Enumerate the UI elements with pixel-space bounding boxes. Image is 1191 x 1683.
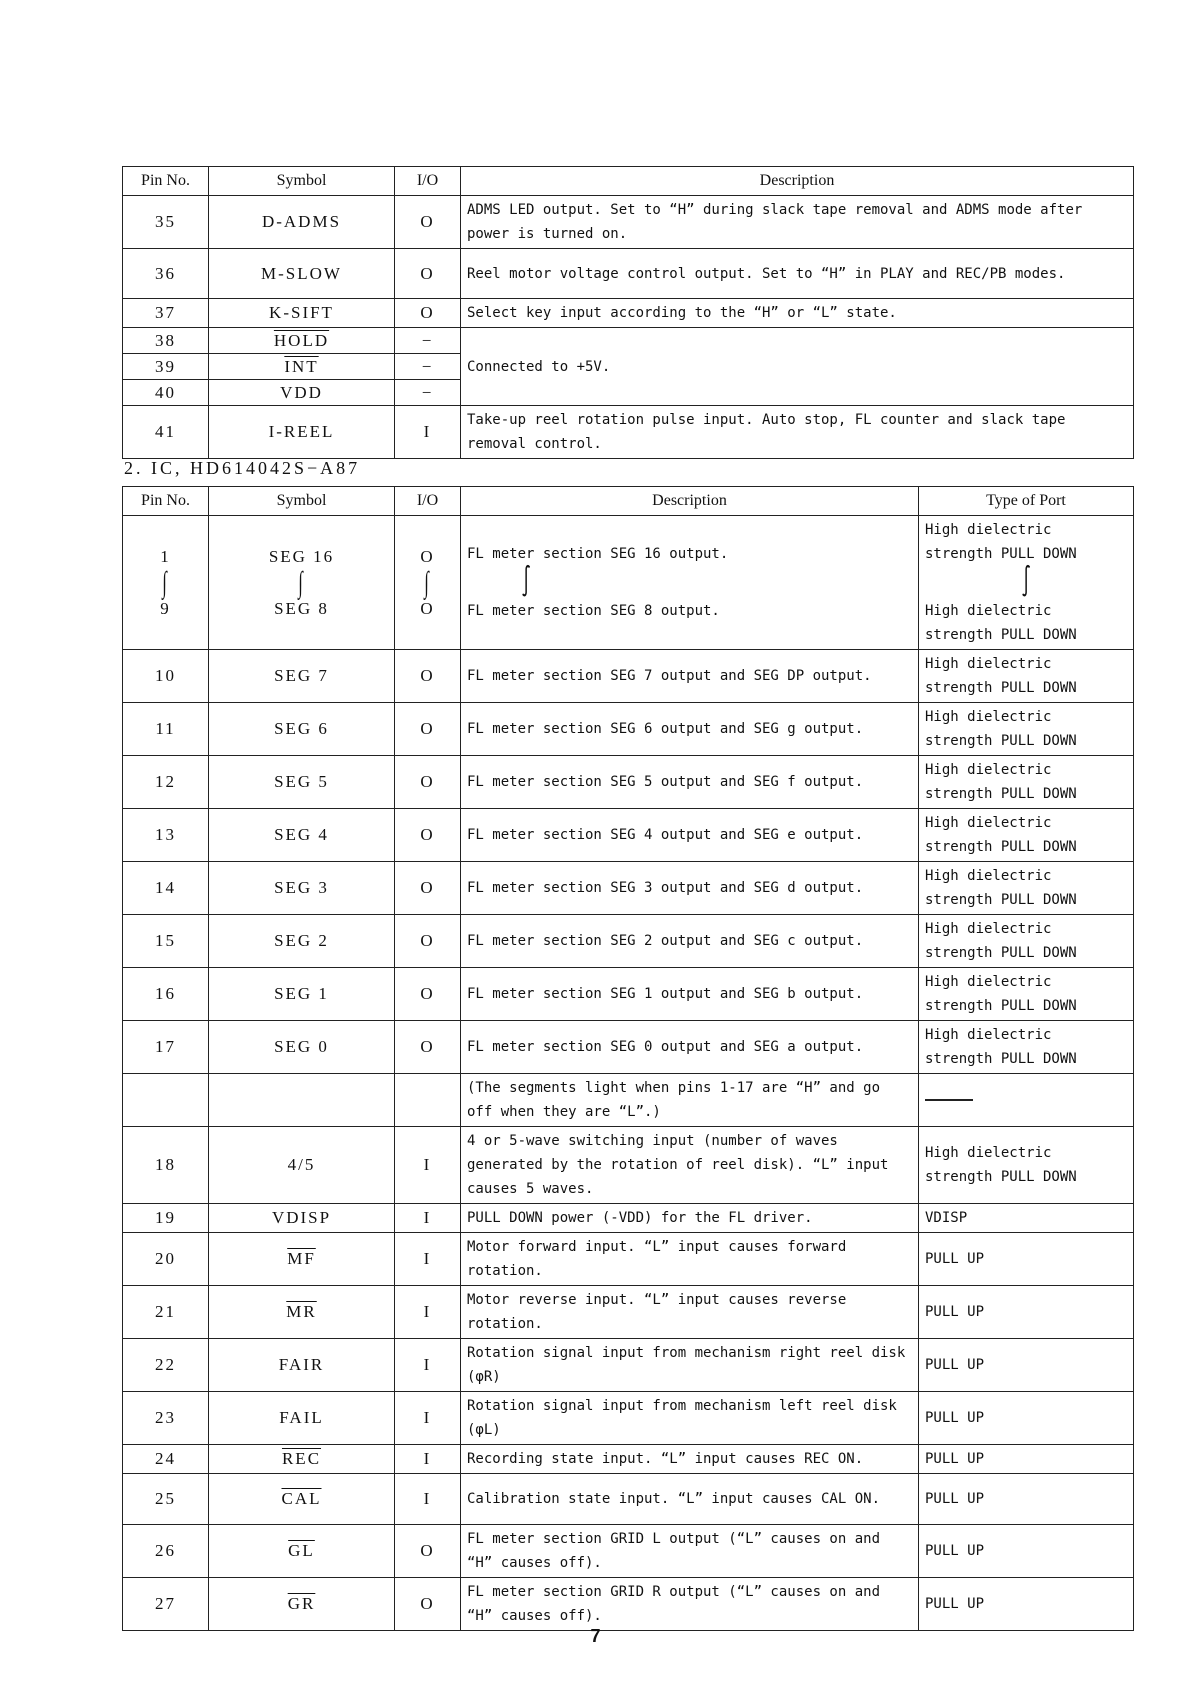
header-port-type: Type of Port bbox=[919, 487, 1134, 516]
table-row bbox=[123, 650, 1134, 703]
symbol-text: $\overline{REC}$ bbox=[281, 1449, 322, 1468]
symbol: D-ADMS bbox=[209, 196, 395, 249]
io: I bbox=[395, 1286, 461, 1339]
header-io: I/O bbox=[395, 167, 461, 196]
pin-number: 22 bbox=[123, 1339, 209, 1392]
io: O bbox=[395, 915, 461, 968]
io bbox=[395, 1074, 461, 1127]
description: FL meter section SEG 1 output and SEG b output. bbox=[461, 968, 919, 1021]
range-tilde-icon: ∫ bbox=[521, 564, 531, 599]
port-type: PULL UP bbox=[919, 1233, 1134, 1286]
table-row bbox=[123, 915, 1134, 968]
symbol: 4/5 bbox=[209, 1127, 395, 1204]
io: I bbox=[395, 1204, 461, 1233]
symbol: FAIR bbox=[209, 1339, 395, 1392]
io: O bbox=[395, 703, 461, 756]
description: FL meter section SEG 5 output and SEG f output. bbox=[461, 756, 919, 809]
pin-number: 37 bbox=[123, 299, 209, 328]
table-row bbox=[123, 1233, 1134, 1286]
pin-number: 15 bbox=[123, 915, 209, 968]
symbol: SEG 1 bbox=[209, 968, 395, 1021]
symbol-text: $\overline{INT}$ bbox=[284, 356, 319, 376]
io: I bbox=[395, 1233, 461, 1286]
io: O bbox=[420, 546, 435, 566]
io: − bbox=[395, 354, 461, 380]
io: O bbox=[395, 968, 461, 1021]
io: I bbox=[395, 1339, 461, 1392]
port-type: High dielectric strength PULL DOWN bbox=[919, 809, 1134, 862]
header-symbol: Symbol bbox=[209, 487, 395, 516]
pin-number: 17 bbox=[123, 1021, 209, 1074]
symbol: SEG 16 bbox=[268, 546, 335, 566]
pin-number: 19 bbox=[123, 1204, 209, 1233]
description: 4 or 5-wave switching input (number of waves generated by the rotation of reel disk). “L” input causes 5 waves. bbox=[461, 1127, 919, 1204]
symbol: I-REEL bbox=[209, 406, 395, 459]
port-type: PULL UP bbox=[919, 1578, 1134, 1631]
header-io: I/O bbox=[395, 487, 461, 516]
symbol: SEG 0 bbox=[209, 1021, 395, 1074]
table-row bbox=[123, 328, 1134, 354]
header-pin: Pin No. bbox=[123, 167, 209, 196]
description: Recording state input. “L” input causes REC ON. bbox=[461, 1445, 919, 1474]
symbol: SEG 2 bbox=[209, 915, 395, 968]
pin-number: 16 bbox=[123, 968, 209, 1021]
pin-number bbox=[123, 1074, 209, 1127]
table-row bbox=[123, 809, 1134, 862]
io: I bbox=[395, 1474, 461, 1525]
pin-number: 41 bbox=[123, 406, 209, 459]
io: − bbox=[395, 380, 461, 406]
port-type: PULL UP bbox=[919, 1525, 1134, 1578]
symbol-text: HOLD bbox=[273, 330, 330, 350]
pin-number: 21 bbox=[123, 1286, 209, 1339]
io: O bbox=[395, 299, 461, 328]
pin-table-2 bbox=[122, 486, 1134, 1631]
description: Select key input according to the “H” or “L” state. bbox=[461, 299, 1134, 328]
symbol bbox=[209, 1578, 395, 1631]
pin-number: 25 bbox=[123, 1474, 209, 1525]
pin-number: 10 bbox=[123, 650, 209, 703]
symbol bbox=[209, 1474, 395, 1525]
port-type: High dielectric strength PULL DOWN bbox=[919, 703, 1134, 756]
port-type: PULL UP bbox=[919, 1339, 1134, 1392]
io: I bbox=[395, 1392, 461, 1445]
port-type: VDISP bbox=[919, 1204, 1134, 1233]
symbol bbox=[209, 1233, 395, 1286]
description: Connected to +5V. bbox=[461, 328, 1134, 406]
symbol-text: $\overline{MF}$ bbox=[287, 1249, 316, 1268]
range-tilde-icon: ∫ bbox=[1021, 564, 1031, 599]
pin-number: 1 bbox=[160, 546, 171, 566]
symbol: FAIL bbox=[209, 1392, 395, 1445]
header-description: Description bbox=[461, 487, 919, 516]
table-row-note bbox=[123, 1074, 1134, 1127]
symbol bbox=[209, 328, 395, 354]
description: FL meter section SEG 7 output and SEG DP output. bbox=[461, 650, 919, 703]
pin-number: 13 bbox=[123, 809, 209, 862]
port-type: High dielectric strength PULL DOWN bbox=[919, 650, 1134, 703]
description: FL meter section SEG 8 output. bbox=[467, 603, 720, 619]
description: FL meter section GRID L output (“L” causes on and “H” causes off). bbox=[461, 1525, 919, 1578]
symbol bbox=[209, 1525, 395, 1578]
pin-number: 38 bbox=[123, 328, 209, 354]
pin-number: 18 bbox=[123, 1127, 209, 1204]
symbol bbox=[209, 1074, 395, 1127]
symbol: SEG 7 bbox=[209, 650, 395, 703]
header-symbol: Symbol bbox=[209, 167, 395, 196]
pin-number: 9 bbox=[160, 598, 171, 618]
description: FL meter section SEG 3 output and SEG d output. bbox=[461, 862, 919, 915]
io: O bbox=[395, 756, 461, 809]
description: FL meter section SEG 2 output and SEG c output. bbox=[461, 915, 919, 968]
table-row bbox=[123, 1525, 1134, 1578]
table-row bbox=[123, 299, 1134, 328]
table-row bbox=[123, 406, 1134, 459]
symbol: VDD bbox=[209, 380, 395, 406]
range-tilde-icon: ∫ bbox=[424, 565, 431, 599]
port-type: High dielectric strength PULL DOWN bbox=[919, 1021, 1134, 1074]
description: Reel motor voltage control output. Set to “H” in PLAY and REC/PB modes. bbox=[461, 249, 1134, 299]
pin-number: 39 bbox=[123, 354, 209, 380]
table-row bbox=[123, 1021, 1134, 1074]
table-row-range bbox=[123, 516, 1134, 650]
io: O bbox=[395, 249, 461, 299]
description-range-cell bbox=[461, 516, 919, 650]
table-row bbox=[123, 1286, 1134, 1339]
symbol-range-cell bbox=[209, 516, 395, 650]
pin-number: 12 bbox=[123, 756, 209, 809]
io: O bbox=[420, 598, 435, 618]
table-row bbox=[123, 1474, 1134, 1525]
symbol: K-SIFT bbox=[209, 299, 395, 328]
port-range-cell bbox=[919, 516, 1134, 650]
port-type: PULL UP bbox=[919, 1392, 1134, 1445]
symbol-text: $\overline{GL}$ bbox=[288, 1541, 315, 1560]
symbol: SEG 3 bbox=[209, 862, 395, 915]
description: (The segments light when pins 1-17 are “H” and go off when they are “L”.) bbox=[461, 1074, 919, 1127]
port-type: High dielectric strength PULL DOWN bbox=[919, 862, 1134, 915]
pin-number: 26 bbox=[123, 1525, 209, 1578]
pin-number: 23 bbox=[123, 1392, 209, 1445]
io: I bbox=[395, 1127, 461, 1204]
pin-number: 35 bbox=[123, 196, 209, 249]
page-number: 7 bbox=[590, 1626, 601, 1646]
description: FL meter section GRID R output (“L” causes on and “H” causes off). bbox=[461, 1578, 919, 1631]
symbol: SEG 5 bbox=[209, 756, 395, 809]
description: Motor forward input. “L” input causes forward rotation. bbox=[461, 1233, 919, 1286]
symbol bbox=[209, 354, 395, 380]
port-type: High dielectric strength PULL DOWN bbox=[919, 915, 1134, 968]
description: FL meter section SEG 16 output. bbox=[467, 546, 729, 562]
pin-number: 40 bbox=[123, 380, 209, 406]
description: Motor reverse input. “L” input causes reverse rotation. bbox=[461, 1286, 919, 1339]
description: PULL DOWN power (-VDD) for the FL driver. bbox=[461, 1204, 919, 1233]
pin-number: 20 bbox=[123, 1233, 209, 1286]
symbol bbox=[209, 1286, 395, 1339]
table-row bbox=[123, 756, 1134, 809]
table-header-row bbox=[123, 487, 1134, 516]
pin-table-1 bbox=[122, 166, 1134, 459]
table-row bbox=[123, 1578, 1134, 1631]
symbol: SEG 4 bbox=[209, 809, 395, 862]
port-type: High dielectric strength PULL DOWN bbox=[925, 522, 1077, 562]
table-row bbox=[123, 1127, 1134, 1204]
port-type: PULL UP bbox=[919, 1445, 1134, 1474]
io: − bbox=[395, 328, 461, 354]
port-type: High dielectric strength PULL DOWN bbox=[919, 1127, 1134, 1204]
section-heading: 2. IC, HD614042S−A87 bbox=[124, 458, 361, 478]
table-row bbox=[123, 1445, 1134, 1474]
io: I bbox=[395, 406, 461, 459]
io-range-cell bbox=[395, 516, 461, 650]
dash-line bbox=[925, 1099, 973, 1101]
description: Calibration state input. “L” input causes CAL ON. bbox=[461, 1474, 919, 1525]
pin-number: 11 bbox=[123, 703, 209, 756]
header-pin: Pin No. bbox=[123, 487, 209, 516]
pin-number: 27 bbox=[123, 1578, 209, 1631]
range-tilde-icon: ∫ bbox=[162, 565, 169, 599]
table-row bbox=[123, 862, 1134, 915]
description: FL meter section SEG 6 output and SEG g output. bbox=[461, 703, 919, 756]
table-row bbox=[123, 196, 1134, 249]
symbol-text: $\overline{CAL}$ bbox=[281, 1489, 322, 1508]
symbol: SEG 6 bbox=[209, 703, 395, 756]
port-type: High dielectric strength PULL DOWN bbox=[919, 756, 1134, 809]
table-row bbox=[123, 968, 1134, 1021]
io: O bbox=[395, 809, 461, 862]
io: O bbox=[395, 1578, 461, 1631]
range-tilde-icon: ∫ bbox=[298, 565, 305, 599]
io: O bbox=[395, 196, 461, 249]
io: O bbox=[395, 650, 461, 703]
table-row bbox=[123, 1339, 1134, 1392]
table-row bbox=[123, 249, 1134, 299]
io: I bbox=[395, 1445, 461, 1474]
symbol: M-SLOW bbox=[209, 249, 395, 299]
description: Rotation signal input from mechanism left reel disk (φL) bbox=[461, 1392, 919, 1445]
port-type: High dielectric strength PULL DOWN bbox=[919, 968, 1134, 1021]
port-type: PULL UP bbox=[919, 1474, 1134, 1525]
table-row bbox=[123, 1392, 1134, 1445]
table-header-row bbox=[123, 167, 1134, 196]
symbol: SEG 8 bbox=[274, 598, 329, 618]
table-row bbox=[123, 1204, 1134, 1233]
port-type: PULL UP bbox=[919, 1286, 1134, 1339]
description: FL meter section SEG 4 output and SEG e output. bbox=[461, 809, 919, 862]
header-description: Description bbox=[461, 167, 1134, 196]
symbol-text: $\overline{MR}$ bbox=[286, 1302, 317, 1321]
io: O bbox=[395, 862, 461, 915]
port-type: High dielectric strength PULL DOWN bbox=[925, 603, 1077, 643]
symbol: VDISP bbox=[209, 1204, 395, 1233]
pin-number: 14 bbox=[123, 862, 209, 915]
port-type-cell bbox=[919, 1074, 1134, 1127]
io: O bbox=[395, 1525, 461, 1578]
symbol-text: $\overline{GR}$ bbox=[287, 1594, 316, 1613]
pin-range-cell bbox=[123, 516, 209, 650]
description: Rotation signal input from mechanism right reel disk (φR) bbox=[461, 1339, 919, 1392]
io: O bbox=[395, 1021, 461, 1074]
symbol bbox=[209, 1445, 395, 1474]
description: ADMS LED output. Set to “H” during slack tape removal and ADMS mode after power is turned on. bbox=[461, 196, 1134, 249]
pin-number: 36 bbox=[123, 249, 209, 299]
table-row bbox=[123, 703, 1134, 756]
description: FL meter section SEG 0 output and SEG a output. bbox=[461, 1021, 919, 1074]
description: Take-up reel rotation pulse input. Auto stop, FL counter and slack tape removal control. bbox=[461, 406, 1134, 459]
pin-number: 24 bbox=[123, 1445, 209, 1474]
